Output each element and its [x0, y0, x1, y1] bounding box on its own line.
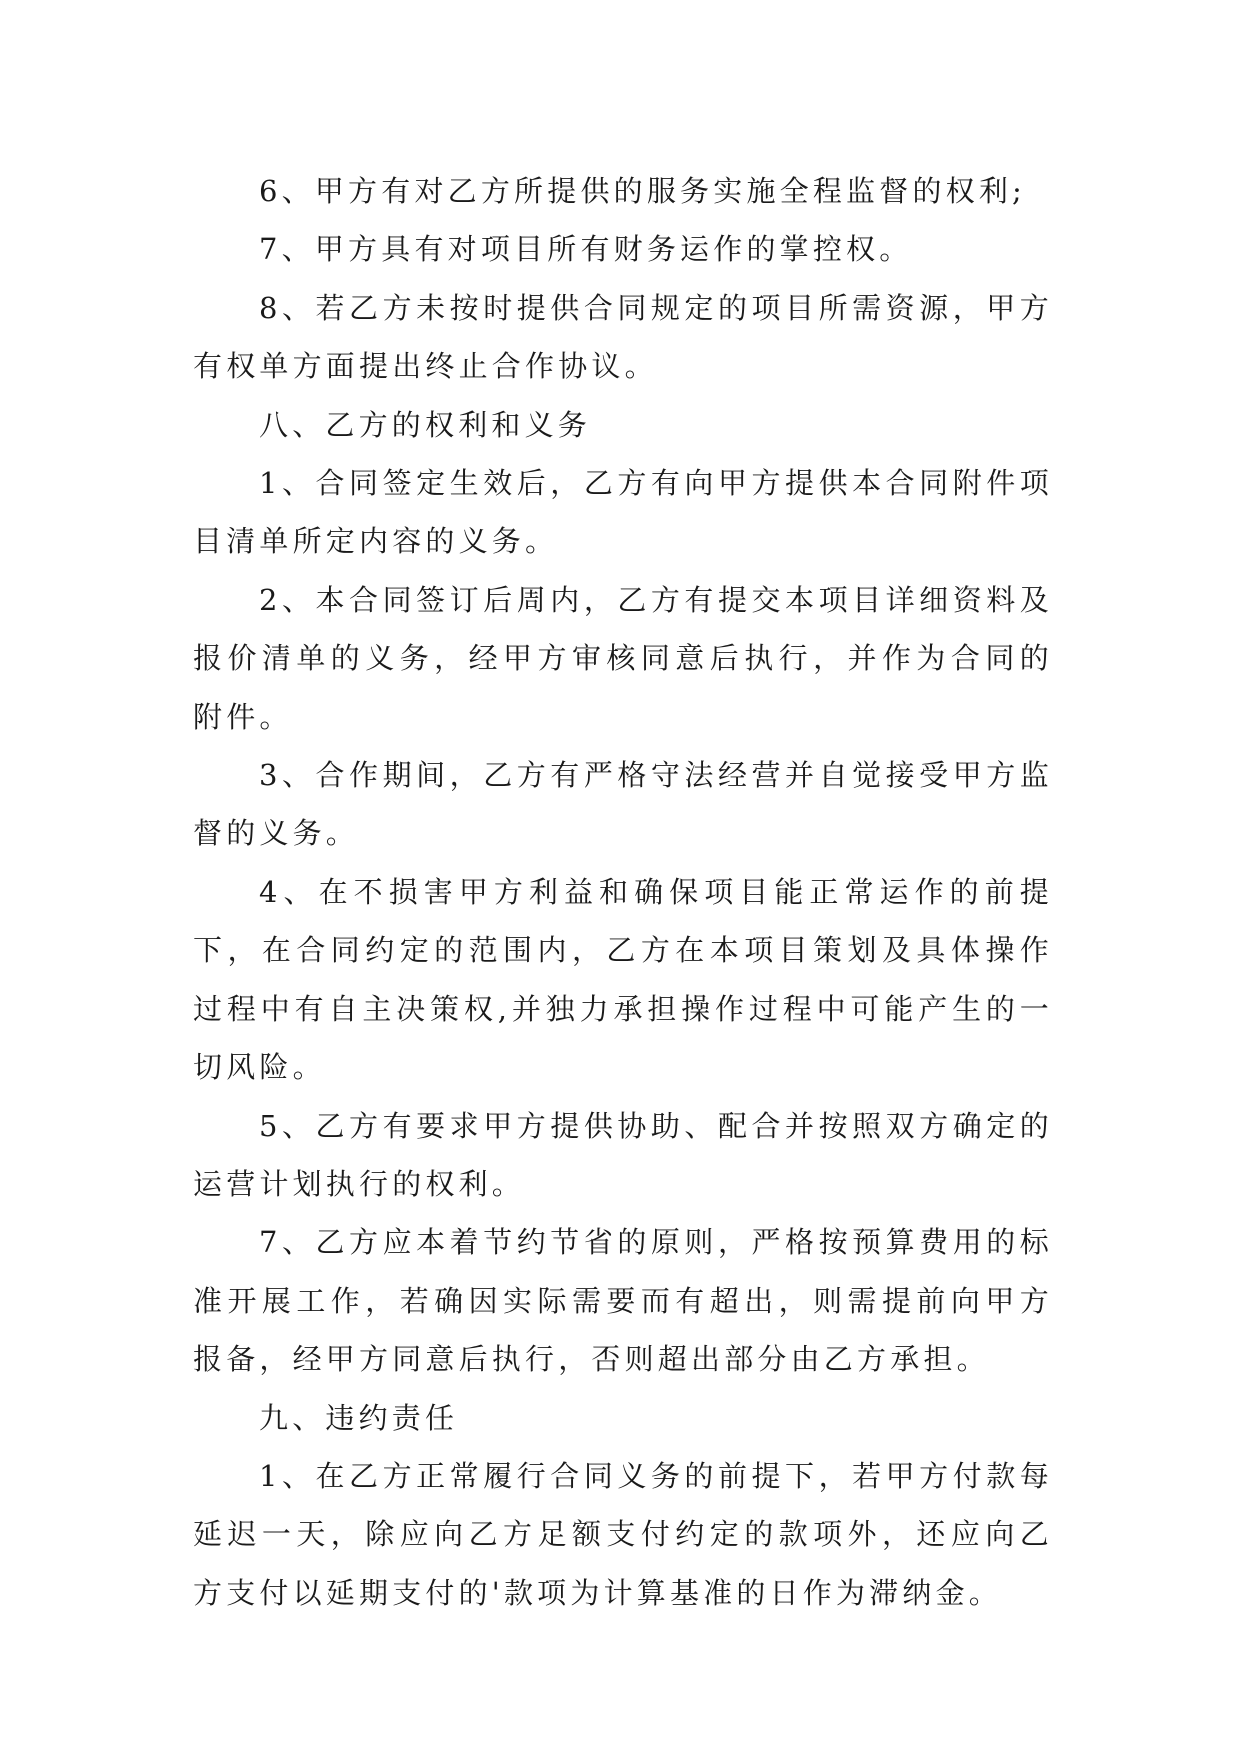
paragraph-party-a-finance-control: 7、甲方具有对项目所有财务运作的掌控权。 [259, 232, 913, 267]
paragraph-party-a-termination-right: 8、若乙方未按时提供合同规定的项目所需资源，甲方有权单方面提出终止合作协议。 [193, 290, 1053, 384]
paragraph-party-b-item-7: 7、乙方应本着节约节省的原则，严格按预算费用的标准开展工作，若确因实际需要而有超出，则需提前向甲方报备，经甲方同意后执行，否则超出部分由乙方承担。 [193, 1225, 1053, 1377]
paragraph-breach-item-1: 1、在乙方正常履行合同义务的前提下，若甲方付款每延迟一天，除应向乙方足额支付约定的款项外，还应向乙方支付以延期支付的'款项为计算基准的日作为滞纳金。 [193, 1458, 1053, 1610]
section-heading-party-b-rights: 八、乙方的权利和义务 [259, 407, 592, 442]
paragraph-party-a-supervision-right: 6、甲方有对乙方所提供的服务实施全程监督的权利; [259, 174, 1027, 208]
paragraph-party-b-item-5: 5、乙方有要求甲方提供协助、配合并按照双方确定的运营计划执行的权利。 [193, 1108, 1053, 1201]
paragraph-party-b-item-1: 1、合同签定生效后，乙方有向甲方提供本合同附件项目清单所定内容的义务。 [193, 466, 1053, 559]
paragraph-party-b-item-3: 3、合作期间，乙方有严格守法经营并自觉接受甲方监督的义务。 [193, 758, 1053, 851]
paragraph-party-b-item-4: 4、在不损害甲方利益和确保项目能正常运作的前提下，在合同约定的范围内，乙方在本项目策划及具体操作过程中有自主决策权,并独力承担操作过程中可能产生的一切风险。 [193, 874, 1053, 1085]
section-heading-breach-liability: 九、违约责任 [259, 1400, 459, 1435]
document-body [193, 162, 1053, 1622]
paragraph-party-b-item-2: 2、本合同签订后周内，乙方有提交本项目详细资料及报价清单的义务，经甲方审核同意后执行，并作为合同的附件。 [193, 582, 1053, 734]
